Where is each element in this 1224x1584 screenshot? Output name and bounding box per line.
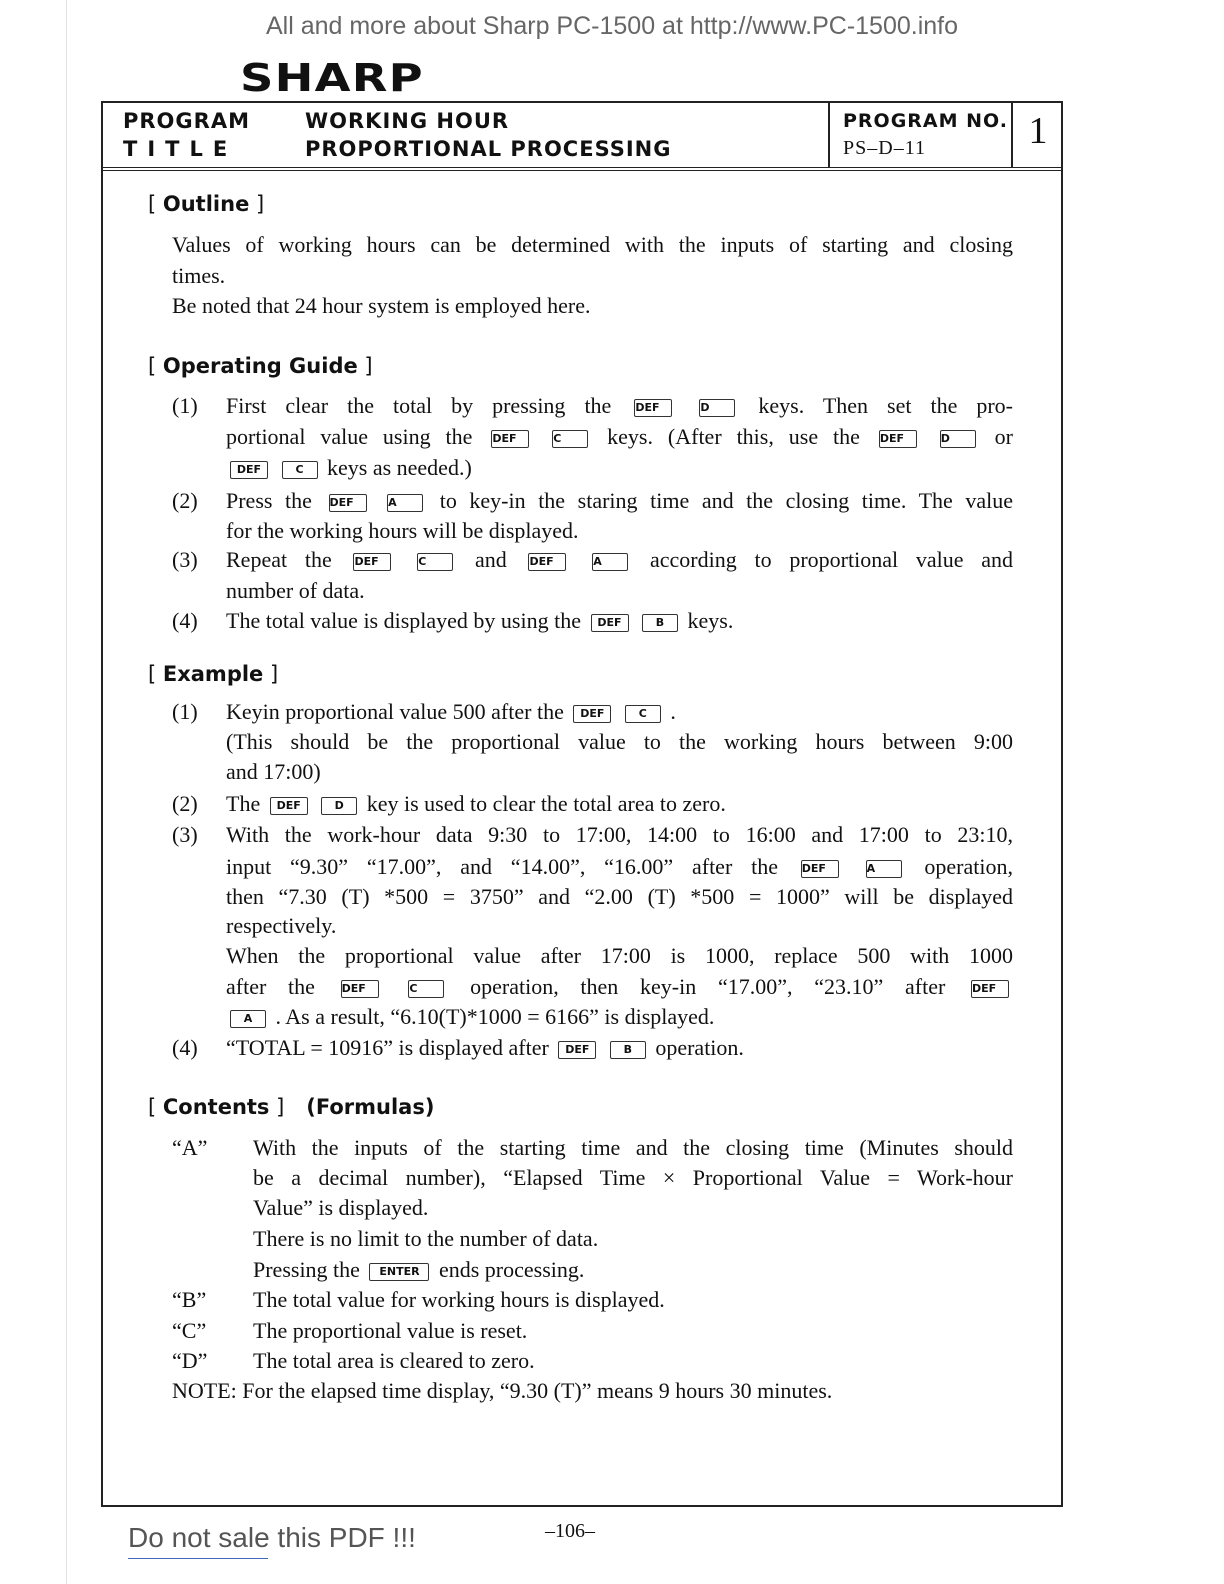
step-number: (2) <box>172 488 198 513</box>
contents-label-a: “A” <box>172 1135 208 1160</box>
def-key-icon: DEF <box>801 860 839 878</box>
program-title: WORKING HOUR PROPORTIONAL PROCESSING <box>305 109 672 161</box>
title-header <box>101 101 1063 171</box>
outline-text: Values of working hours can be determined with the inputs of starting and closing <box>172 232 1013 257</box>
step-number: (3) <box>172 547 198 572</box>
outline-heading: [ Outline ] <box>148 192 265 216</box>
step-number: (1) <box>172 699 198 724</box>
c-key-icon: C <box>625 705 661 723</box>
def-key-icon: DEF <box>329 494 367 512</box>
contents-a-text: With the inputs of the starting time and the closing time (Minutes should <box>253 1135 1013 1160</box>
page-edge-line <box>66 0 67 1584</box>
footer-note: Do not sale this PDF !!! <box>128 1522 416 1553</box>
example-heading: [ Example ] <box>148 662 279 686</box>
contents-b-text: The total value for working hours is displayed. <box>253 1287 665 1312</box>
def-key-icon: DEF <box>558 1041 596 1059</box>
def-key-icon: DEF <box>341 980 379 998</box>
guide-step-1: portional value using the DEF C keys. (After this, use the DEF D or <box>226 424 1013 449</box>
sharp-logo: SHARP <box>240 56 424 100</box>
contents-heading: [ Contents ] (Formulas) <box>148 1095 435 1119</box>
contents-label-c: “C” <box>172 1318 207 1343</box>
example-step-3: after the DEF C operation, then key-in “17.00”, “23.10” after DEF <box>226 972 1013 1002</box>
top-note: All and more about Sharp PC-1500 at http://www.PC-1500.info <box>265 12 959 40</box>
outline-text: Be noted that 24 hour system is employed here. <box>172 293 591 318</box>
page-number: –106– <box>545 1520 595 1542</box>
example-step-2: The DEF D key is used to clear the total area to zero. <box>226 791 726 816</box>
guide-step-2: Press the DEF A to key-in the staring time and the closing time. The value <box>226 488 1014 513</box>
guide-step-1: DEF C keys as needed.) <box>226 453 472 483</box>
def-key-icon: DEF <box>353 553 391 571</box>
contents-d-text: The total area is cleared to zero. <box>253 1348 535 1373</box>
d-key-icon: D <box>699 399 735 417</box>
def-key-icon: DEF <box>879 430 917 448</box>
example-step-4: “TOTAL = 10916” is displayed after DEF B operation. <box>226 1035 744 1060</box>
program-code: PS–D–11 <box>843 137 926 159</box>
program-no-label: PROGRAM NO. <box>843 110 1009 132</box>
d-key-icon: D <box>940 430 976 448</box>
contents-a-text: Pressing the ENTER ends processing. <box>253 1257 585 1282</box>
example-step-1: Keyin proportional value 500 after the DEF C . <box>226 699 676 724</box>
c-key-icon: C <box>417 553 453 571</box>
example-step-3: With the work-hour data 9:30 to 17:00, 14:00 to 16:00 and 17:00 to 23:10, <box>226 822 1013 847</box>
c-key-icon: C <box>282 461 318 479</box>
header-divider <box>828 101 830 167</box>
contents-label-b: “B” <box>172 1287 207 1312</box>
step-number: (4) <box>172 608 198 633</box>
a-key-icon: A <box>866 860 902 878</box>
def-key-icon: DEF <box>573 705 611 723</box>
contents-a-text: Value” is displayed. <box>253 1195 429 1220</box>
c-key-icon: C <box>552 430 588 448</box>
b-key-icon: B <box>610 1041 646 1059</box>
example-step-3: When the proportional value after 17:00 is 1000, replace 500 with 1000 <box>226 943 1013 968</box>
outline-text: times. <box>172 263 226 288</box>
operating-guide-heading: [ Operating Guide ] <box>148 354 373 378</box>
def-key-icon: DEF <box>491 430 529 448</box>
def-key-icon: DEF <box>591 614 629 632</box>
contents-a-text: be a decimal number), “Elapsed Time × Proportional Value = Work-hour <box>253 1165 1013 1190</box>
a-key-icon: A <box>592 553 628 571</box>
program-page-number: 1 <box>1028 110 1048 152</box>
example-step-1: (This should be the proportional value to the working hours between 9:00 <box>226 729 1013 754</box>
step-number: (3) <box>172 822 198 847</box>
guide-step-3: Repeat the DEF C and DEF A according to proportional value and <box>226 547 1013 572</box>
def-key-icon: DEF <box>230 461 268 479</box>
step-number: (4) <box>172 1035 198 1060</box>
contents-label-d: “D” <box>172 1348 208 1373</box>
guide-step-4: The total value is displayed by using the DEF B keys. <box>226 608 734 633</box>
example-step-1: and 17:00) <box>226 759 321 784</box>
def-key-icon: DEF <box>270 797 308 815</box>
c-key-icon: C <box>408 980 444 998</box>
example-step-3: respectively. <box>226 913 337 938</box>
enter-key-icon: ENTER <box>369 1263 429 1281</box>
def-key-icon: DEF <box>528 553 566 571</box>
step-number: (2) <box>172 791 198 816</box>
example-step-3: input “9.30” “17.00”, and “14.00”, “16.00” after the DEF A operation, <box>226 854 1013 879</box>
contents-note: NOTE: For the elapsed time display, “9.30 (T)” means 9 hours 30 minutes. <box>172 1378 833 1403</box>
contents-a-text: There is no limit to the number of data. <box>253 1226 599 1251</box>
guide-step-2: for the working hours will be displayed. <box>226 518 579 543</box>
example-step-3: A . As a result, “6.10(T)*1000 = 6166” is displayed. <box>226 1002 714 1032</box>
example-step-3: then “7.30 (T) *500 = 3750” and “2.00 (T) *500 = 1000” will be displayed <box>226 884 1013 909</box>
program-title-label: PROGRAM TITLE <box>123 109 250 161</box>
guide-step-1: First clear the total by pressing the DEF D keys. Then set the pro- <box>226 393 1014 418</box>
guide-step-3: number of data. <box>226 578 365 603</box>
a-key-icon: A <box>387 494 423 512</box>
def-key-icon: DEF <box>634 399 672 417</box>
def-key-icon: DEF <box>971 980 1009 998</box>
b-key-icon: B <box>642 614 678 632</box>
footer-underline <box>128 1558 268 1559</box>
contents-c-text: The proportional value is reset. <box>253 1318 528 1343</box>
a-key-icon: A <box>230 1010 266 1028</box>
step-number: (1) <box>172 393 198 418</box>
d-key-icon: D <box>321 797 357 815</box>
